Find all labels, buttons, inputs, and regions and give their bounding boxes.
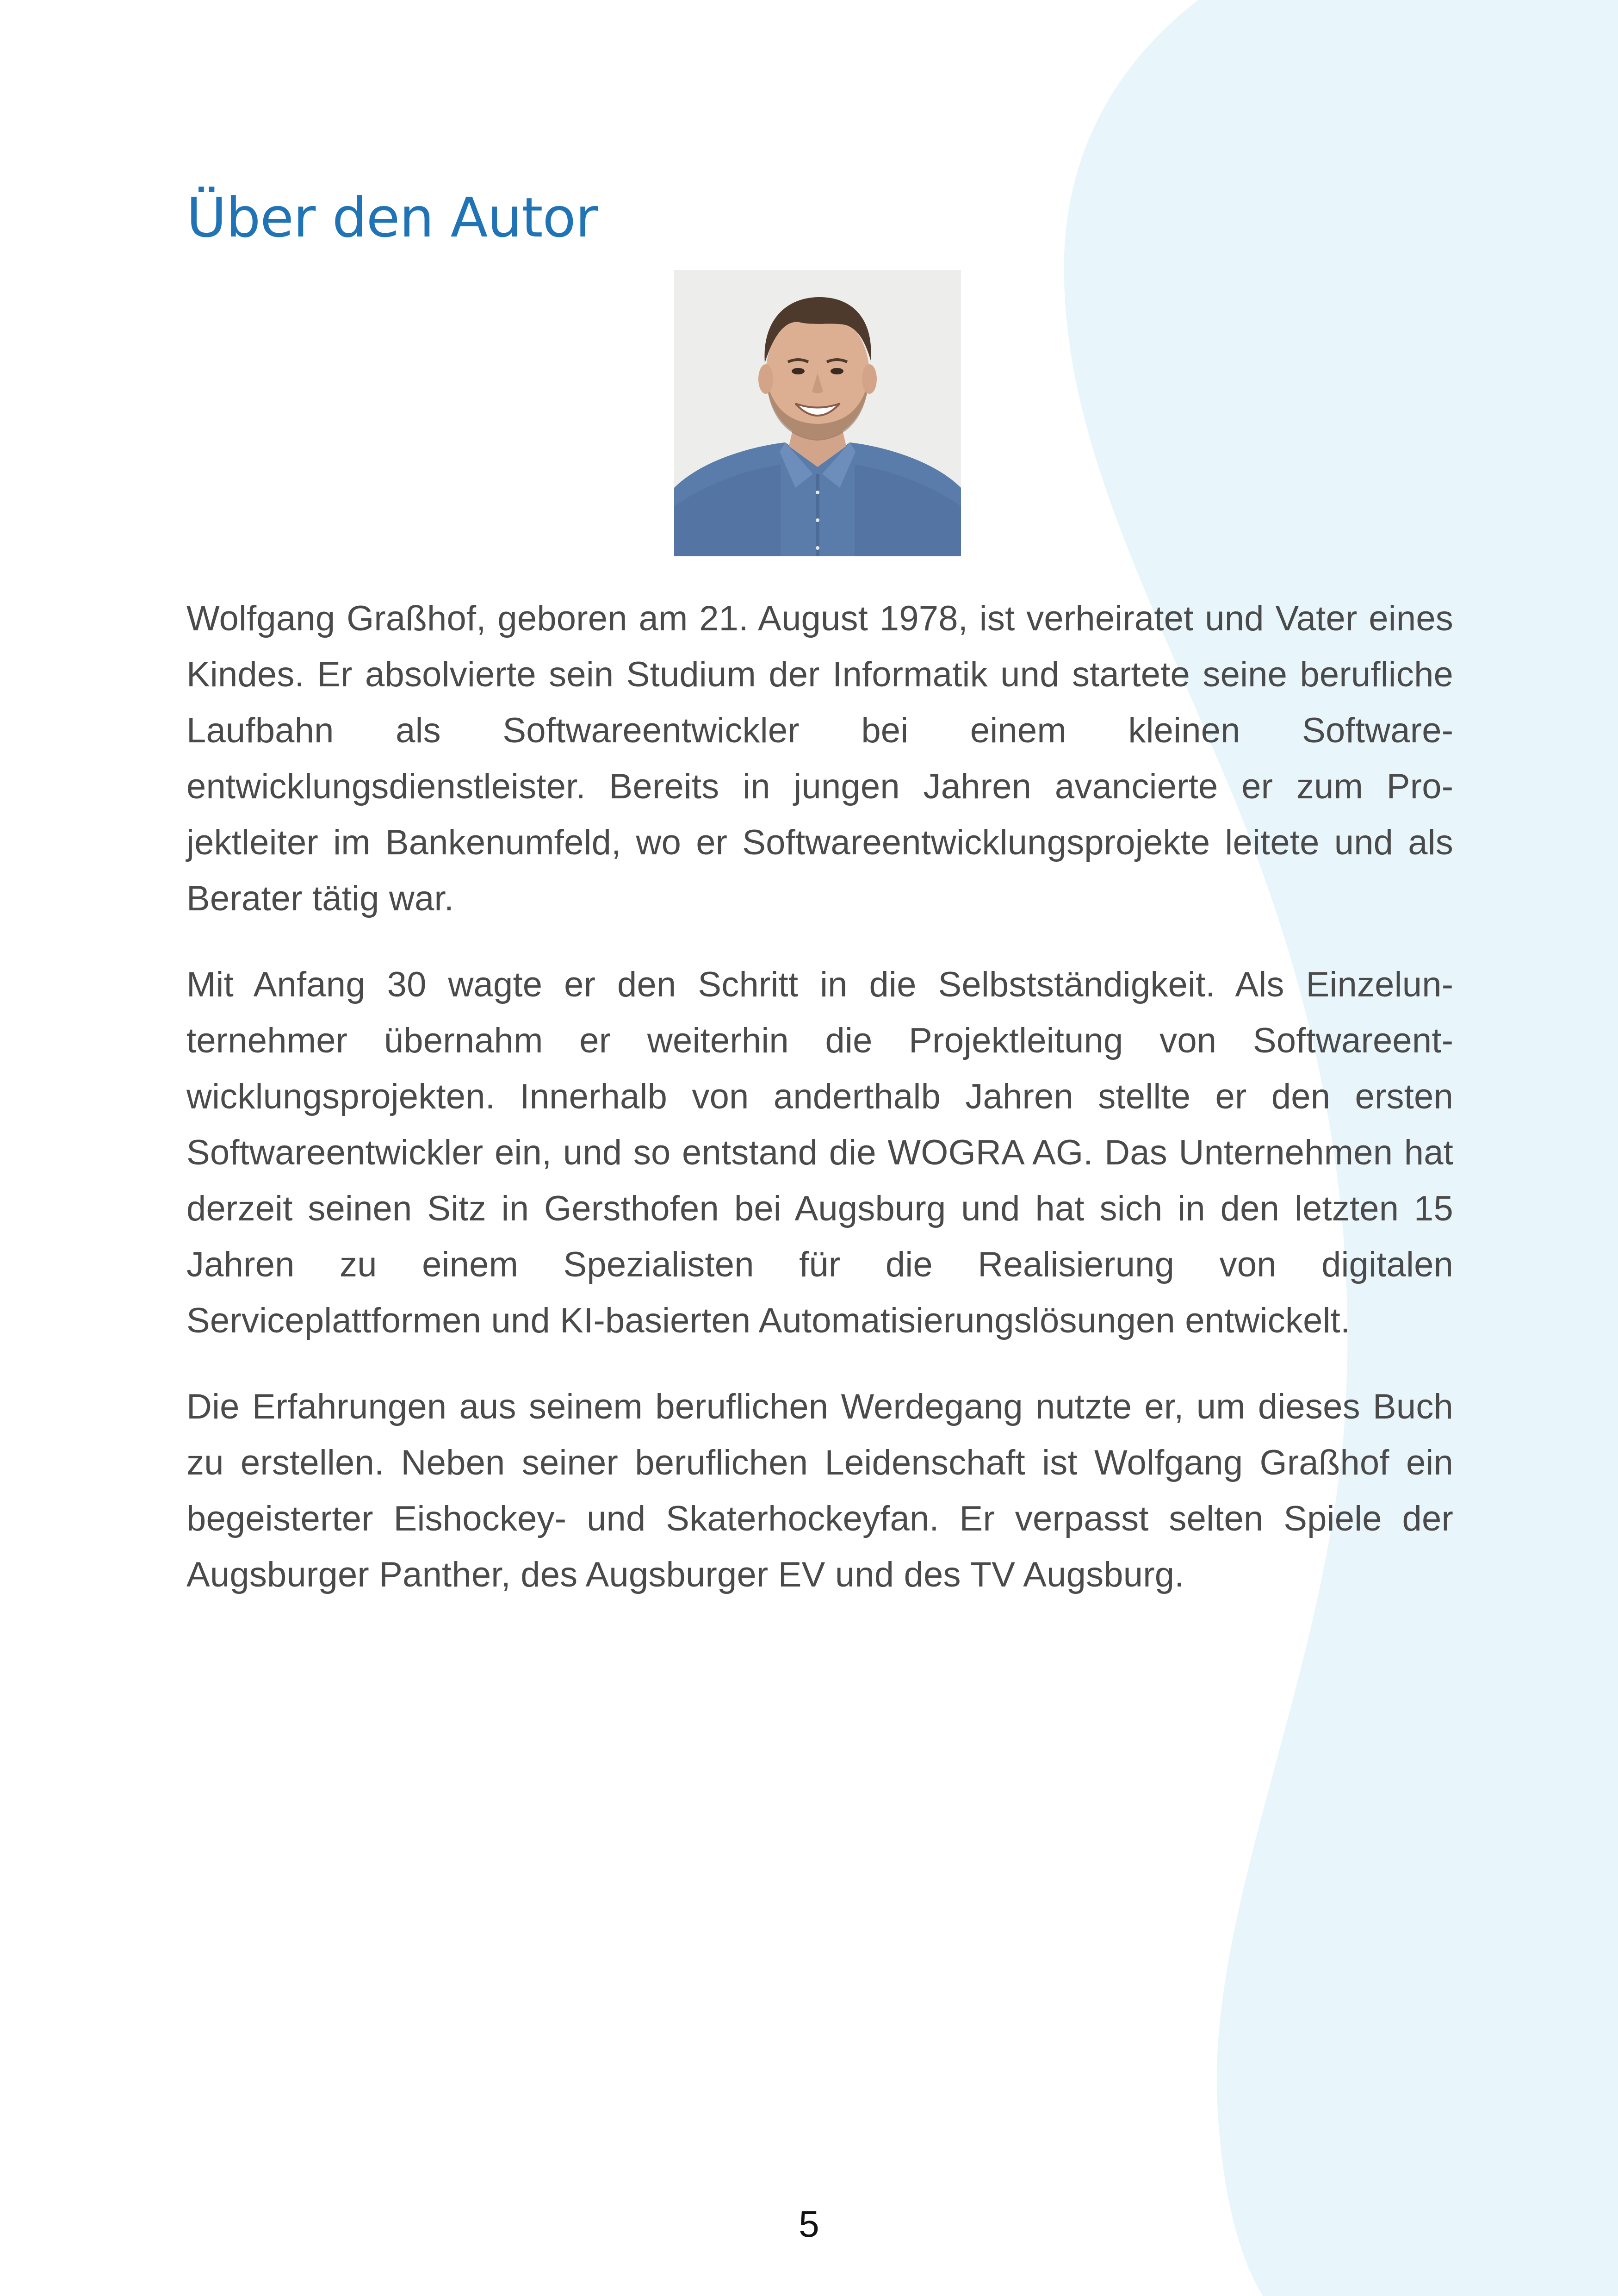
biography-paragraph-2: Mit Anfang 30 wagte er den Schritt in die Selbstständigkeit. Als Einzelunternehmer übernahm er weiterhin die Projektleitung von Softwareentwicklungsprojekten. Innerhalb von anderthalb Jahren stellte er den ersten Softwareentwickler ein, und so entstand die WOGRA AG. Das Unternehmen hat derzeit seinen Sitz in Gersthofen bei Augsburg und hat sich in den letzten 15 Jahren zu einem Spezialisten für die Realisierung von digitalen Serviceplattformen und KI-basierten Automatisierungslösungen entwickelt. (186, 965, 1453, 1340)
page-number: 5 (799, 2203, 819, 2245)
author-biography (186, 591, 1453, 1633)
biography-paragraph-1: Wolfgang Graßhof, geboren am 21. August 1978, ist verheiratet und Vater eines Kindes. Er absolvierte sein Studium der Informatik und startete seine berufliche Laufbahn als Softwareentwickler bei einem kleinen Softwareentwicklungsdienstleister. Bereits in jungen Jahren avancierte er zum Projektleiter im Bankenumfeld, wo er Softwareentwicklungsprojekte leitete und als Berater tätig war. (186, 599, 1453, 918)
section-title: Über den Autor (186, 186, 598, 249)
biography-paragraph-3: Die Erfahrungen aus seinem beruflichen Werdegang nutzte er, um dieses Buch zu erstellen. Neben seiner beruflichen Leidenschaft ist Wolfgang Graßhof ein begeisterter Eishockey- und Skaterhockeyfan. Er verpasst selten Spiele der Augsburger Panther, des Augsburger EV und des TV Augsburg. (186, 1387, 1453, 1594)
author-portrait-icon (674, 270, 961, 556)
